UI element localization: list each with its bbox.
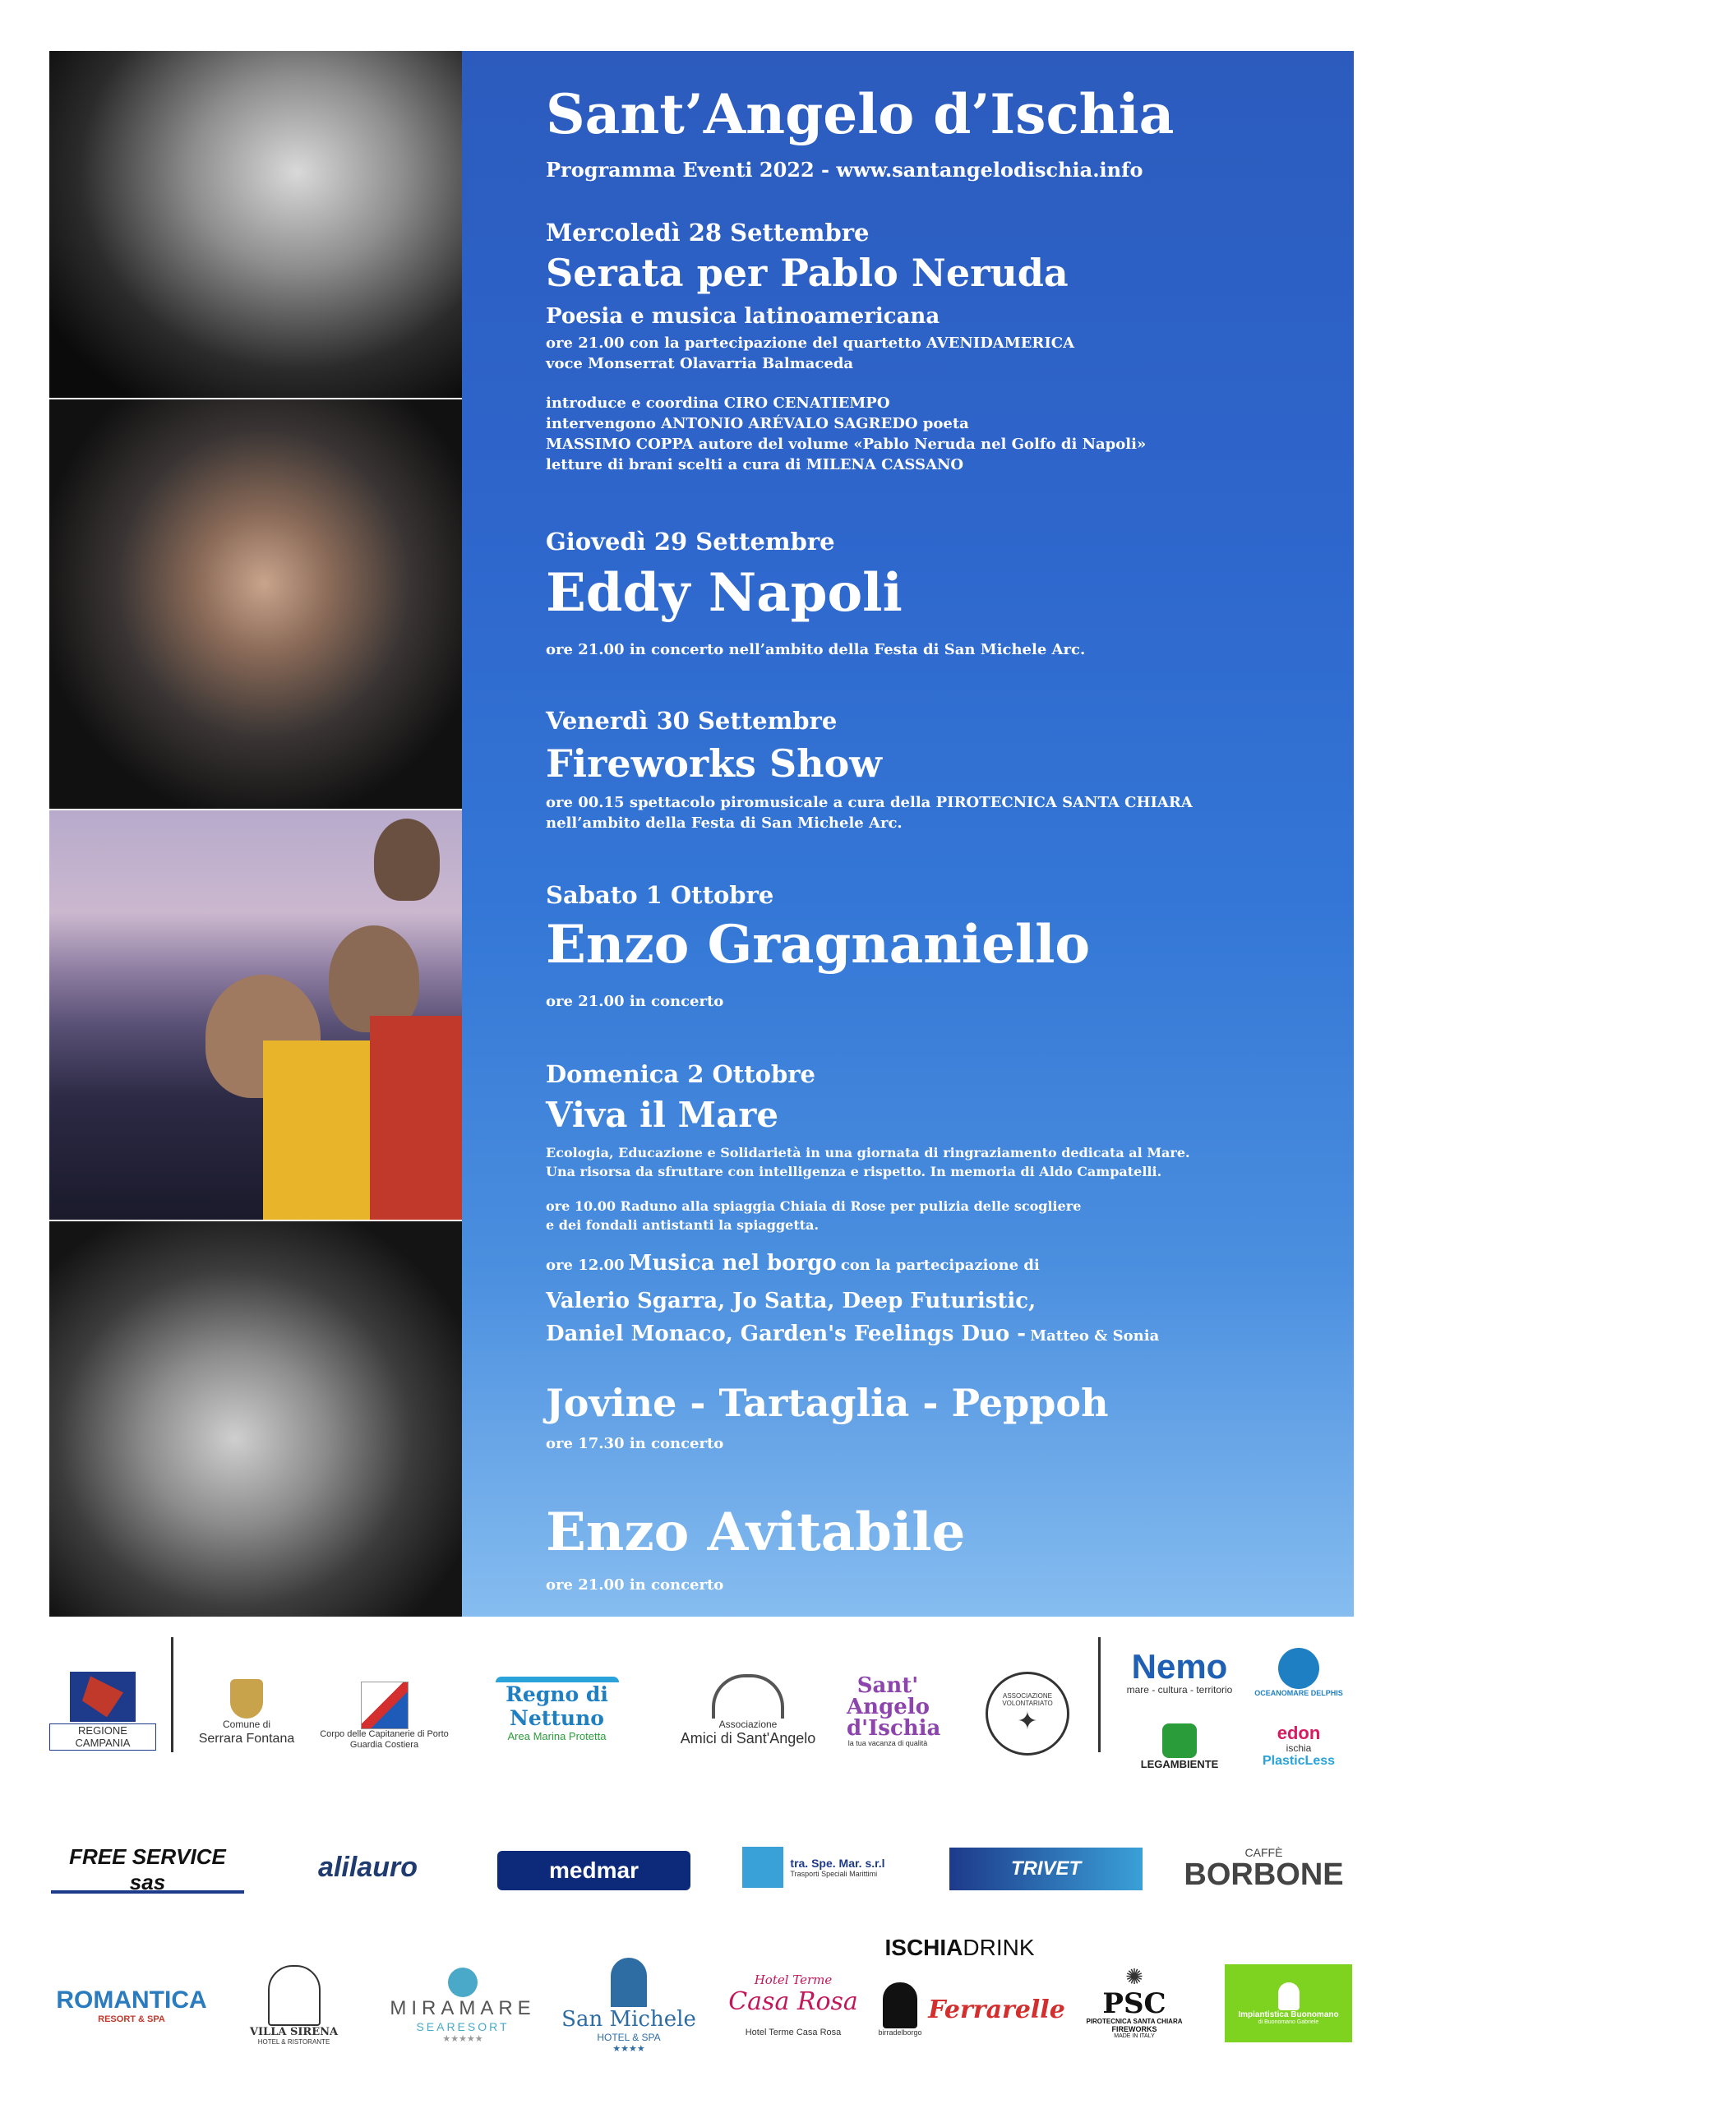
coast-guard-icon xyxy=(361,1682,409,1729)
transport-icon xyxy=(742,1847,783,1888)
poster-title: Sant’Angelo d’Ischia xyxy=(546,82,1175,146)
medmar-logo: medmar xyxy=(497,1851,690,1890)
event-detail: ore 21.00 in concerto xyxy=(546,993,724,1010)
event-detail: Una risorsa da sfruttare con intelligenza e rispetto. In memoria di Aldo Campatelli. xyxy=(546,1164,1162,1179)
event-title: Serata per Pablo Neruda xyxy=(546,251,1069,295)
event-tagline: Poesia e musica latinoamericana xyxy=(546,304,940,329)
mermaid-icon xyxy=(268,1965,321,2026)
coral-icon xyxy=(448,1968,478,1997)
romantica-resort-logo: ROMANTICA RESORT & SPA xyxy=(56,1986,207,2024)
performers-duo: Matteo & Sonia xyxy=(1030,1327,1160,1345)
comune-serrara-logo: Comune di Serrara Fontana xyxy=(185,1672,308,1754)
event-date: Giovedì 29 Settembre xyxy=(546,528,835,556)
caffe-borbone-logo: CAFFÈ BORBONE xyxy=(1184,1846,1344,1892)
artistic-director-credit xyxy=(1604,1512,1736,1637)
impiantistica-buonomano-logo: Impiantistica Buonomano di Buonomano Gabriele xyxy=(1225,1964,1352,2042)
miramare-searesort-logo: MIRAMARE SEARESORT ★★★★★ xyxy=(376,1956,549,2055)
photo-pablo-neruda-evening xyxy=(49,51,462,398)
event-detail: voce Monserrat Olavarria Balmaceda xyxy=(546,355,854,372)
event-detail: ore 21.00 in concerto xyxy=(546,1576,724,1594)
alilauro-logo: alilauro xyxy=(318,1851,418,1883)
villa-sirena-logo: VILLA SIRENA HOTEL & RISTORANTE xyxy=(234,1952,353,2059)
nemo-logo: Nemo mare - cultura - territorio xyxy=(1126,1646,1233,1696)
event-detail: e dei fondali antistanti la spiaggetta. xyxy=(546,1217,820,1233)
coat-of-arms-icon xyxy=(230,1679,263,1719)
photo-eddy-napoli xyxy=(49,399,462,809)
regione-campania-logo: REGIONE CAMPANIA xyxy=(49,1672,156,1751)
edon-plasticless-logo: edon ischia PlasticLess xyxy=(1262,1722,1336,1769)
event-poster xyxy=(49,51,1728,1637)
dolphin-icon xyxy=(1278,1648,1319,1689)
performers-line xyxy=(546,1322,1159,1346)
event-detail: intervengono ANTONIO ARÉVALO SAGREDO poeta xyxy=(546,415,969,432)
event-detail: ore 21.00 in concerto nell’ambito della Festa di San Michele Arc. xyxy=(546,641,1086,658)
event-title: Eddy Napoli xyxy=(546,562,903,624)
associazione-volontariato-logo: ASSOCIAZIONE VOLONTARIATO ✦ xyxy=(974,1673,1081,1755)
event-detail: ore 10.00 Raduno alla spiaggia Chiaia di Rose per pulizia delle scogliere xyxy=(546,1198,1082,1214)
event-detail: ore 00.15 spettacolo piromusicale a cura della PIROTECNICA SANTA CHIARA xyxy=(546,794,1193,811)
anchor-icon xyxy=(1641,1512,1699,1570)
amici-santangelo-logo: Associazione Amici di Sant'Angelo xyxy=(678,1670,818,1752)
photo-enzo-gragnaniello-group xyxy=(49,810,462,1220)
event-title: Fireworks Show xyxy=(546,741,882,786)
photo-enzo-avitabile xyxy=(49,1221,462,1617)
performers-names: Daniel Monaco, Garden's Feelings Duo - xyxy=(546,1322,1027,1346)
event-title: Jovine - Tartaglia - Peppoh xyxy=(546,1381,1109,1425)
regione-emblem-icon xyxy=(70,1672,136,1722)
event-detail: nell’ambito della Festa di San Michele Arc. xyxy=(546,814,903,832)
santangelo-ischia-logo: Sant' Angelo d'Ischia la tua vacanza di qualità xyxy=(847,1673,941,1747)
leaf-icon xyxy=(1162,1723,1197,1758)
casa-rosa-logo: Hotel Terme Casa Rosa Hotel Terme Casa Rosa xyxy=(728,1972,858,2037)
event-date: Mercoledì 28 Settembre xyxy=(546,219,870,247)
event-detail: letture di brani scelti a cura di MILENA CASSANO xyxy=(546,456,964,473)
event-title: Enzo Avitabile xyxy=(546,1502,966,1563)
director-name: Giù Iacono Divina xyxy=(1625,1578,1715,1617)
sponsor-area xyxy=(0,1627,1403,2104)
legambiente-logo: LEGAMBIENTE xyxy=(1126,1718,1233,1775)
event-title: Viva il Mare xyxy=(546,1095,779,1135)
program-panel xyxy=(462,51,1728,1637)
pirotecnica-santa-chiara-logo: ✺ PSC PIROTECNICA SANTA CHIARA FIREWORKS MADE IN ITALY xyxy=(1086,1963,1183,2039)
firework-icon: ✺ xyxy=(1125,1963,1143,1989)
performers-line: Valerio Sgarra, Jo Satta, Deep Futuristic, xyxy=(546,1289,1037,1313)
event-detail: MASSIMO COPPA autore del volume «Pablo Neruda nel Golfo di Napoli» xyxy=(546,436,1147,453)
trivet-logo: TRIVET xyxy=(949,1848,1143,1890)
event-subtitle: Musica nel borgo xyxy=(628,1251,837,1276)
event-time: ore 12.00 xyxy=(546,1257,625,1274)
event-date: Sabato 1 Ottobre xyxy=(546,881,774,909)
event-detail: introduce e coordina CIRO CENATIEMPO xyxy=(546,394,890,412)
birra-del-borgo-logo: birradelborgo xyxy=(863,1972,937,2046)
compass-icon: ✦ xyxy=(1017,1707,1038,1735)
trasportimare-logo: tra. Spe. Mar. s.r.l Trasporti Speciali Marittimi xyxy=(723,1843,904,1892)
arch-icon xyxy=(712,1674,784,1719)
wave-icon xyxy=(496,1677,619,1682)
ischiadrink-logo: ISCHIA DRINK xyxy=(884,1935,1035,1960)
event-detail: ore 21.00 con la partecipazione del quartetto AVENIDAMERICA xyxy=(546,335,1075,352)
event-title: Enzo Gragnaniello xyxy=(546,914,1091,976)
divider xyxy=(1098,1637,1101,1752)
event-detail: ore 17.30 in concerto xyxy=(546,1435,724,1452)
tower-icon xyxy=(611,1958,647,2007)
poster-subtitle: Programma Eventi 2022 - www.santangelodischia.info xyxy=(546,158,1143,182)
san-michele-hotel-logo: San Michele HOTEL & SPA ★★★★ xyxy=(559,1944,699,2067)
director-role: direzione artistica xyxy=(1613,1622,1728,1637)
free-service-logo: FREE SERVICE sas xyxy=(51,1849,244,1894)
ferrarelle-logo: Ferrarelle xyxy=(928,1995,1065,2024)
event-music-line xyxy=(546,1251,1040,1276)
divider xyxy=(171,1637,173,1752)
event-detail: Ecologia, Educazione e Solidarietà in una giornata di ringraziamento dedicata al Mare. xyxy=(546,1145,1190,1160)
regno-di-nettuno-logo: Regno di Nettuno Area Marina Protetta xyxy=(469,1677,645,1742)
guardia-costiera-logo: Corpo delle Capitanerie di Porto Guardia Costiera xyxy=(316,1677,452,1756)
photo-column xyxy=(49,51,462,1617)
oceanomare-delphis-logo: OCEANOMARE DELPHIS xyxy=(1249,1644,1348,1701)
lightbulb-icon xyxy=(1278,1982,1300,2010)
event-detail: con la partecipazione di xyxy=(840,1257,1040,1274)
castle-icon xyxy=(883,1982,917,2028)
event-date: Domenica 2 Ottobre xyxy=(546,1060,815,1088)
event-date: Venerdì 30 Settembre xyxy=(546,707,838,735)
